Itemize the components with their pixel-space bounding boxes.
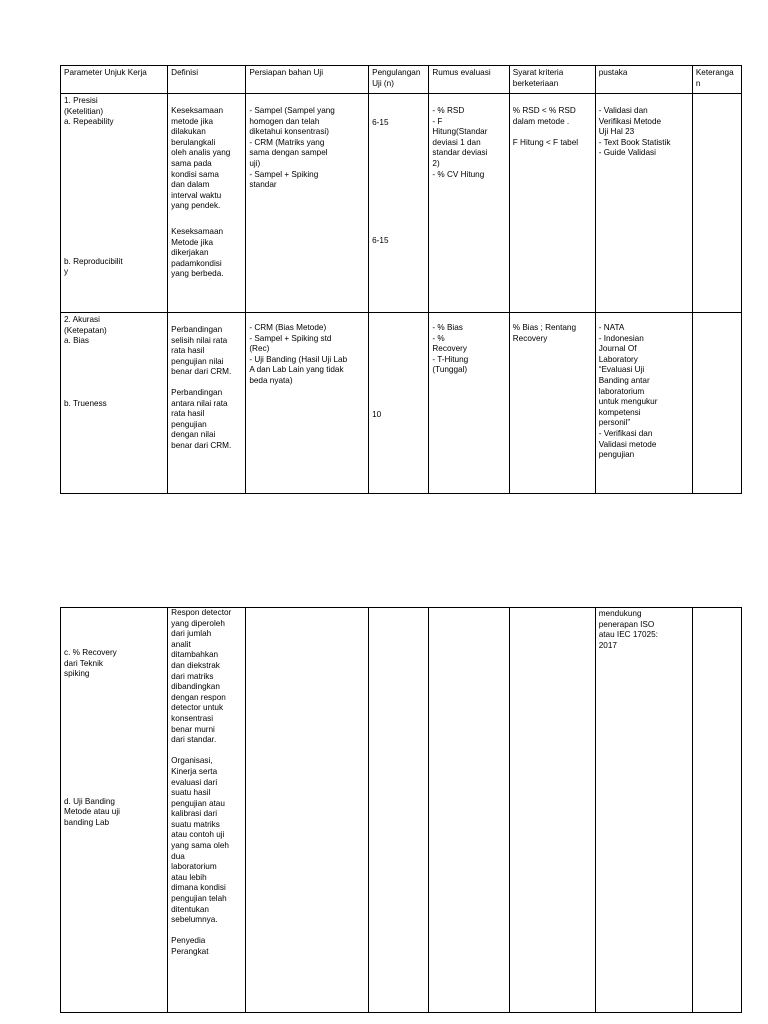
header-pustaka: pustaka xyxy=(595,66,692,94)
keterangan-cell xyxy=(692,608,741,1013)
table-row-presisi xyxy=(61,94,742,313)
pengulangan-reproducibility: 6-15 xyxy=(372,235,389,245)
pustaka-cell: - Validasi dan Verifikasi Metode Uji Hal 23 - Text Book Statistik - Guide Validasi xyxy=(595,94,692,313)
parameter-presisi: 1. Presisi (Ketelitian) a. Repeability xyxy=(64,96,114,127)
parameter-cell xyxy=(61,94,168,313)
header-syarat: Syarat kriteria berketeriaan xyxy=(509,66,595,94)
persiapan-cell: - CRM (Bias Metode) - Sampel + Spiking std (Rec) - Uji Banding (Hasil Uji Lab A dan Lab Lain yang tidak beda nyata) xyxy=(246,313,369,494)
parameter-akurasi: 2. Akurasi (Ketepatan) a. Bias xyxy=(64,315,107,346)
keterangan-cell xyxy=(692,94,741,313)
table-row-akurasi xyxy=(61,313,742,494)
pengulangan-cell xyxy=(369,608,429,1013)
definisi-reproducibility: Keseksamaan Metode jika dikerjakan padamkondisi yang berbeda. xyxy=(171,226,224,279)
persiapan-cell xyxy=(246,608,369,1013)
pustaka-cell: - NATA - Indonesian Journal Of Laboratory “Evaluasi Uji Banding antar laboratorium untuk mengukur kompetensi personil” - Verifikasi dan Validasi metode pengujian xyxy=(595,313,692,494)
header-persiapan: Persiapan bahan Uji xyxy=(246,66,369,94)
header-pengulangan: Pengulangan Uji (n) xyxy=(369,66,429,94)
parameter-cell xyxy=(61,313,168,494)
pengulangan-repeatability: 6-15 xyxy=(372,118,389,127)
pengulangan-trueness: 10 xyxy=(372,410,382,419)
definisi-cell xyxy=(168,94,246,313)
parameter-reproducibility: b. Reproducibilit y xyxy=(64,256,123,277)
header-definisi: Definisi xyxy=(168,66,246,94)
parameter-uji-banding: d. Uji Banding Metode atau uji banding Lab xyxy=(64,796,120,827)
header-rumus: Rumus evaluasi xyxy=(429,66,509,94)
definisi-cell: Respon detector yang diperoleh dari jumlah analit ditambahkan dan diekstrak dari matriks dibandingkan dengan respon detector untuk konsentrasi benar murni dari standar. Organisasi, Kinerja serta evaluasi dari suatu hasil pengujian atau kalibrasi dari suatu matriks atau contoh uji yang sama oleh dua laboratorium atau lebih dimana kondisi pengujian telah ditentukan sebelumnya. Penyedia Perangkat xyxy=(168,608,246,1013)
header-parameter: Parameter Unjuk Kerja xyxy=(61,66,168,94)
parameter-cell xyxy=(61,608,168,1013)
keterangan-cell xyxy=(692,313,741,494)
persiapan-cell: - Sampel (Sampel yang homogen dan telah diketahui konsentrasi) - CRM (Matriks yang sama dengan sampel uji) - Sampel + Spiking standar xyxy=(246,94,369,313)
table-header-row xyxy=(61,66,742,94)
definisi-repeatability: Keseksamaan metode jika dilakukan berulangkali oleh analis yang sama pada kondisi sama dan dalam interval waktu yang pendek. xyxy=(171,106,231,211)
pengulangan-cell xyxy=(369,313,429,494)
parameter-trueness: b. Trueness xyxy=(64,398,107,408)
definisi-cell xyxy=(168,313,246,494)
header-keterangan: Keterangan xyxy=(692,66,741,94)
syarat-cell: % RSD < % RSD dalam metode . F Hitung < F tabel xyxy=(509,94,595,313)
evaluation-table-top xyxy=(60,65,742,494)
rumus-cell xyxy=(429,608,509,1013)
syarat-cell: % Bias ; Rentang Recovery xyxy=(509,313,595,494)
rumus-cell: - % RSD - F Hitung(Standar deviasi 1 dan standar deviasi 2) - % CV Hitung xyxy=(429,94,509,313)
rumus-cell: - % Bias - % Recovery - T-Hitung (Tunggal) xyxy=(429,313,509,494)
table-row-continued xyxy=(61,608,742,1013)
parameter-recovery: c. % Recovery dari Teknik spiking xyxy=(64,648,117,679)
pengulangan-cell xyxy=(369,94,429,313)
pustaka-cell: mendukung penerapan ISO atau IEC 17025: 2017 xyxy=(595,608,692,1013)
evaluation-table-continued xyxy=(60,607,742,1013)
syarat-cell xyxy=(509,608,595,1013)
definisi-trueness: Perbandingan antara nilai rata rata hasil pengujian dengan nilai benar dari CRM. xyxy=(171,387,232,450)
definisi-bias: Perbandingan selisih nilai rata rata hasil pengujian nilai benar dari CRM. xyxy=(171,325,232,377)
